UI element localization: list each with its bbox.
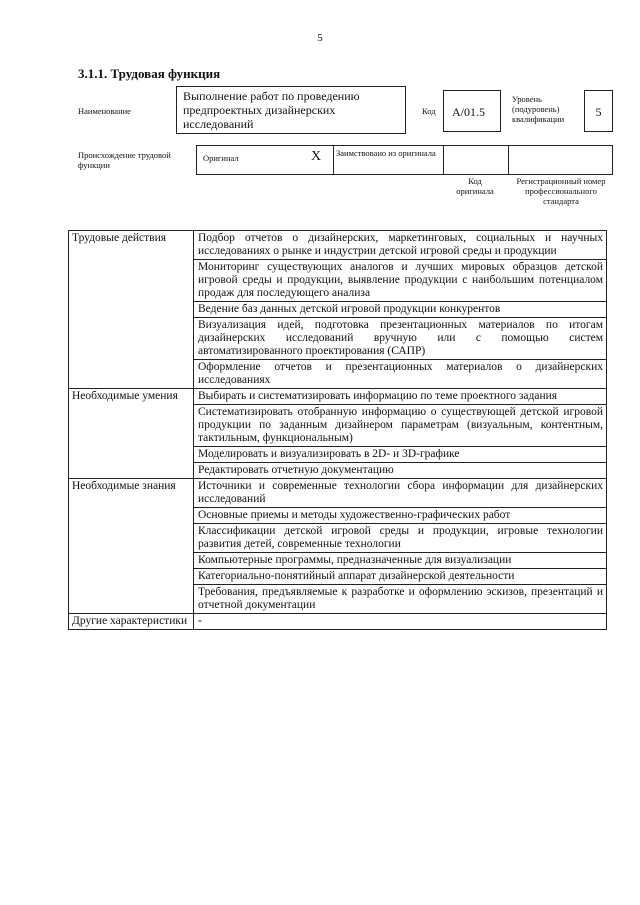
name-value-cell bbox=[176, 86, 406, 134]
item-cell: Выбирать и систематизировать информацию по теме проектного задания bbox=[194, 389, 607, 405]
code-value-cell bbox=[443, 90, 501, 132]
item-cell: Классификации детской игровой среды и продукции, игровые технологии развития детей, современные технологии bbox=[194, 524, 607, 553]
item-cell: Моделировать и визуализировать в 2D- и 3D-графике bbox=[194, 447, 607, 463]
origin-divider-3 bbox=[508, 145, 509, 175]
page-number: 5 bbox=[317, 32, 323, 44]
category-cell: Трудовые действия bbox=[69, 231, 194, 389]
code-original-caption: Код оригинала bbox=[456, 176, 494, 196]
origin-label: Происхождение трудовой функции bbox=[78, 150, 171, 170]
code-value: A/01.5 bbox=[452, 105, 485, 119]
level-value: 5 bbox=[595, 105, 602, 119]
item-cell: Редактировать отчетную документацию bbox=[194, 463, 607, 479]
borrowed-label: Заимствовано из оригинала bbox=[336, 148, 436, 158]
category-cell: Другие характеристики bbox=[69, 614, 194, 630]
item-cell: Источники и современные технологии сбора информации для дизайнерских исследований bbox=[194, 479, 607, 508]
reg-number-caption: Регистрационный номер профессионального стандарта bbox=[516, 176, 606, 206]
labor-function-table bbox=[68, 230, 607, 630]
level-value-cell bbox=[584, 90, 613, 132]
table-row bbox=[69, 614, 607, 630]
code-label: Код bbox=[422, 106, 436, 116]
item-cell: Требования, предъявляемые к разработке и оформлению эскизов, презентаций и отчетной документации bbox=[194, 585, 607, 614]
name-label: Наименование bbox=[78, 106, 131, 116]
item-cell: Компьютерные программы, предназначенные для визуализации bbox=[194, 553, 607, 569]
item-cell: Оформление отчетов и презентационных материалов о дизайнерских исследованиях bbox=[194, 360, 607, 389]
item-cell: - bbox=[194, 614, 607, 630]
item-cell: Основные приемы и методы художественно-графических работ bbox=[194, 508, 607, 524]
item-cell: Визуализация идей, подготовка презентационных материалов по итогам дизайнерских исследований вручную или с помощью систем автоматизированного проектирования (САПР) bbox=[194, 318, 607, 360]
table-row bbox=[69, 389, 607, 405]
original-label: Оригинал bbox=[203, 153, 239, 163]
function-name: Выполнение работ по проведению предпроектных дизайнерских исследований bbox=[183, 89, 360, 131]
item-cell: Систематизировать отобранную информацию о существующей детской игровой продукции по заданным дизайнером параметрам (визуальным, контентным, тактильным, функциональным) bbox=[194, 405, 607, 447]
item-cell: Категориально-понятийный аппарат дизайнерской деятельности bbox=[194, 569, 607, 585]
item-cell: Подбор отчетов о дизайнерских, маркетинговых, социальных и научных исследованиях о рынке и индустрии детской игровой среды и продукции bbox=[194, 231, 607, 260]
original-mark: X bbox=[311, 149, 322, 164]
category-cell: Необходимые знания bbox=[69, 479, 194, 614]
category-cell: Необходимые умения bbox=[69, 389, 194, 479]
section-title: 3.1.1. Трудовая функция bbox=[78, 66, 221, 81]
origin-divider-2 bbox=[443, 145, 444, 175]
item-cell: Ведение баз данных детской игровой продукции конкурентов bbox=[194, 302, 607, 318]
origin-divider-1 bbox=[333, 145, 334, 175]
table-row bbox=[69, 479, 607, 508]
table-row bbox=[69, 231, 607, 260]
level-label: Уровень (подуровень) квалификации bbox=[512, 94, 565, 124]
item-cell: Мониторинг существующих аналогов и лучших мировых образцов детской игровой среды и продукции, выявление продукции с наибольшим потенциалом продаж для последующего анализа bbox=[194, 260, 607, 302]
